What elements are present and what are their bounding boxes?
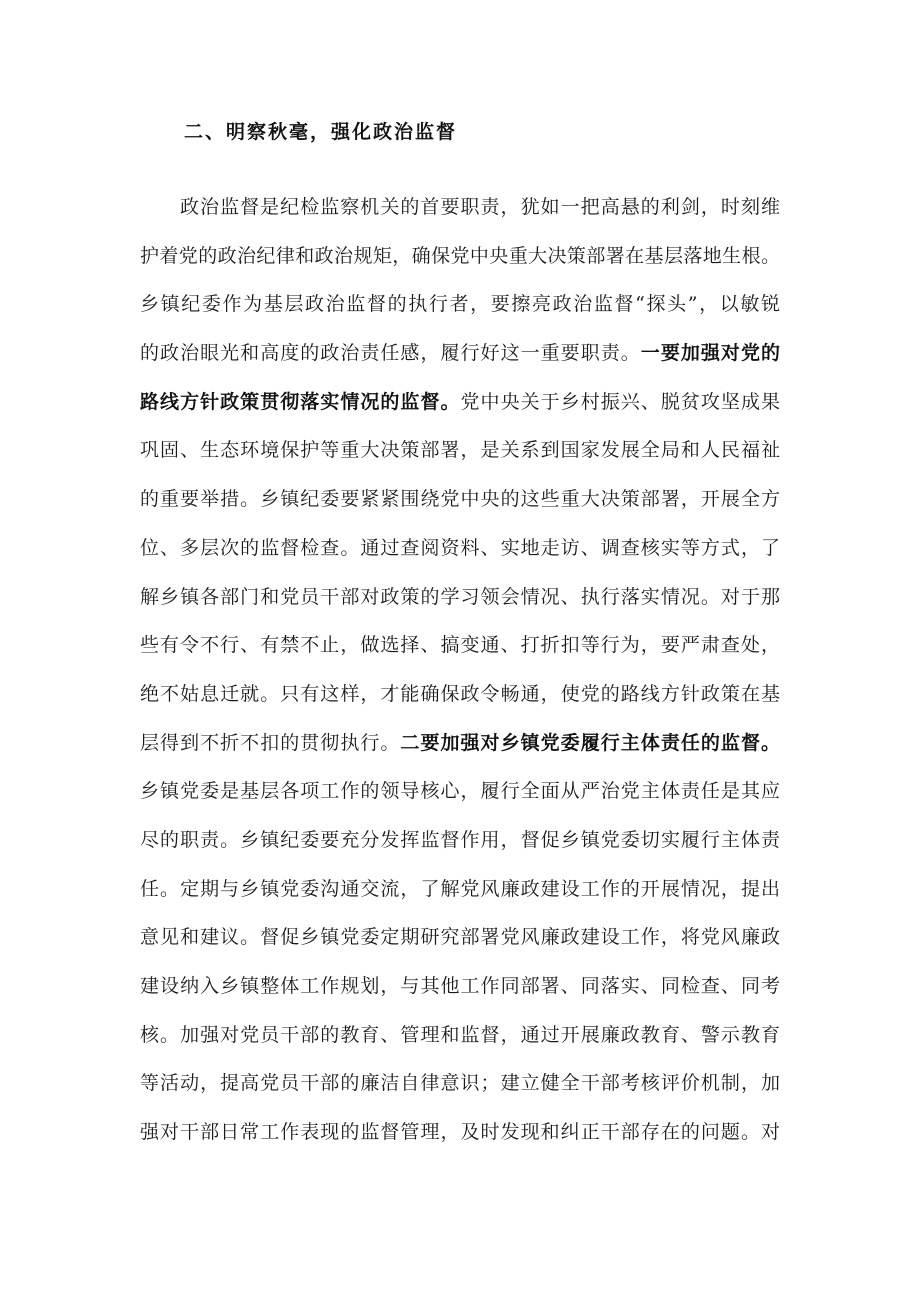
- text-line: [140, 524, 780, 573]
- text-line: [140, 719, 780, 768]
- text-segment: 的重要举措。乡镇纪委要紧紧围绕党中央的这些重大决策部署，开展全方: [140, 488, 780, 511]
- text-line: [140, 816, 780, 865]
- text-segment: 核。加强对党员干部的教育、管理和监督，通过开展廉政教育、警示教育: [140, 1023, 780, 1046]
- text-line: [140, 280, 780, 329]
- text-segment: 尽的职责。乡镇纪委要充分发挥监督作用，督促乡镇党委切实履行主体责: [140, 828, 780, 851]
- text-segment: 乡镇纪委作为基层政治监督的执行者，要擦亮政治监督“探头”，以敏锐: [140, 293, 780, 316]
- text-line: [140, 378, 780, 427]
- text-segment: 绝不姑息迁就。只有这样，才能确保政令畅通，使党的路线方针政策在基: [140, 682, 780, 705]
- text-line: [140, 767, 780, 816]
- text-segment: 等活动，提高党员干部的廉洁自律意识；建立健全干部考核评价机制，加: [140, 1072, 780, 1095]
- bold-text-segment: 一要加强对党的: [640, 342, 780, 365]
- text-segment: 护着党的政治纪律和政治规矩，确保党中央重大决策部署在基层落地生根。: [140, 244, 780, 267]
- text-line: [140, 1059, 780, 1108]
- text-segment: 任。定期与乡镇党委沟通交流，了解党风廉政建设工作的开展情况，提出: [140, 877, 780, 900]
- text-line: [140, 913, 780, 962]
- text-line: [140, 865, 780, 914]
- text-segment: 党中央关于乡村振兴、脱贫攻坚成果: [460, 390, 780, 413]
- text-line: [140, 621, 780, 670]
- text-line: [140, 1108, 780, 1157]
- text-segment: 乡镇党委是基层各项工作的领导核心，履行全面从严治党主体责任是其应: [140, 780, 780, 803]
- text-segment: 层得到不折不扣的贯彻执行。: [140, 731, 401, 754]
- text-segment: 意见和建议。督促乡镇党委定期研究部署党风廉政建设工作，将党风廉政: [140, 926, 780, 949]
- bold-text-segment: 路线方针政策贯彻落实情况的监督。: [140, 390, 461, 413]
- section-heading: 二、明察秋毫，强化政治监督: [184, 121, 458, 143]
- body-paragraph: [140, 183, 780, 1157]
- text-line: [140, 670, 780, 719]
- text-segment: 些有令不行、有禁不止，做选择、搞变通、打折扣等行为，要严肃查处，: [140, 634, 780, 657]
- text-segment: 强对干部日常工作表现的监督管理，及时发现和纠正干部存在的问题。对: [140, 1121, 780, 1144]
- text-segment: 的政治眼光和高度的政治责任感，履行好这一重要职责。: [140, 342, 641, 365]
- text-line: [140, 573, 780, 622]
- text-line: [140, 183, 780, 232]
- text-line: [140, 426, 780, 475]
- text-line: [140, 232, 780, 281]
- text-segment: 解乡镇各部门和党员干部对政策的学习领会情况、执行落实情况。对于那: [140, 585, 780, 608]
- bold-text-segment: 二要加强对乡镇党委履行主体责任的监督。: [400, 731, 780, 754]
- text-line: [140, 962, 780, 1011]
- text-segment: 巩固、生态环境保护等重大决策部署，是关系到国家发展全局和人民福祉: [140, 439, 780, 462]
- text-line: [140, 1011, 780, 1060]
- text-line: [140, 475, 780, 524]
- text-segment: 位、多层次的监督检查。通过查阅资料、实地走访、调查核实等方式，了: [140, 536, 780, 559]
- text-line: [140, 329, 780, 378]
- text-segment: 建设纳入乡镇整体工作规划，与其他工作同部署、同落实、同检查、同考: [140, 975, 780, 997]
- text-segment: 政治监督是纪检监察机关的首要职责，犹如一把高悬的利剑，时刻维: [180, 196, 780, 218]
